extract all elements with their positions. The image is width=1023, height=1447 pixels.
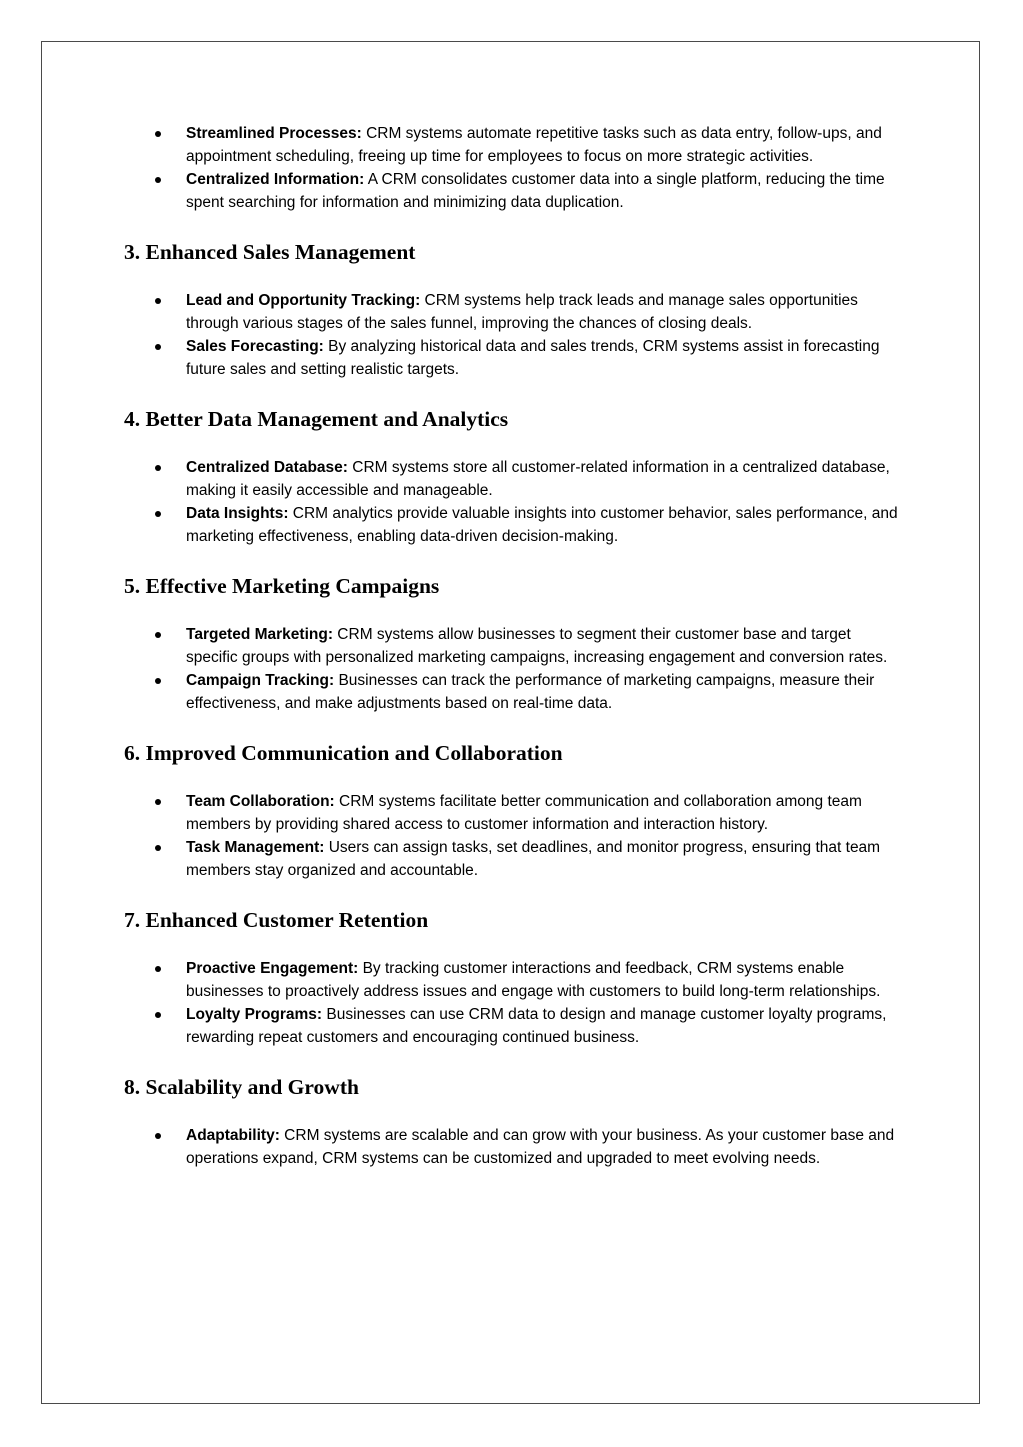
item-term: Targeted Marketing: [186, 626, 333, 643]
section-marketing-campaigns [124, 573, 904, 715]
bullet-list [124, 456, 904, 548]
list-item [124, 168, 904, 214]
intro-bullet-list [124, 122, 904, 214]
item-text: CRM systems store all customer-related information in a centralized database, making it easily accessible and manageable. [186, 459, 890, 499]
bullet-list [124, 790, 904, 882]
item-term: Centralized Information: [186, 171, 365, 188]
list-item [124, 502, 904, 548]
bullet-icon [155, 131, 161, 137]
section-customer-retention [124, 907, 904, 1049]
list-item [124, 335, 904, 381]
item-text: CRM analytics provide valuable insights into customer behavior, sales performance, and marketing effectiveness, enabling data-driven decision-making. [186, 505, 898, 545]
section-heading: 6. Improved Communication and Collaboration [124, 741, 563, 765]
item-text: Businesses can track the performance of marketing campaigns, measure their effectiveness, and make adjustments based on real-time data. [186, 672, 875, 712]
item-text: By tracking customer interactions and feedback, CRM systems enable businesses to proactively address issues and engage with customers to build long-term relationships. [186, 960, 881, 1000]
list-item [124, 1003, 904, 1049]
item-term: Loyalty Programs: [186, 1006, 323, 1023]
item-term: Streamlined Processes: [186, 125, 362, 142]
item-text: CRM systems are scalable and can grow with your business. As your customer base and operations expand, CRM systems can be customized and upgraded to meet evolving needs. [186, 1127, 895, 1167]
section-heading: 7. Enhanced Customer Retention [124, 908, 429, 932]
list-item [124, 456, 904, 502]
item-term: Team Collaboration: [186, 793, 335, 810]
item-text: Businesses can use CRM data to design and manage customer loyalty programs, rewarding repeat customers and encouraging continued business. [186, 1006, 887, 1046]
bullet-icon [155, 177, 161, 183]
bullet-list [124, 289, 904, 381]
section-sales-management [124, 239, 904, 381]
bullet-icon [155, 298, 161, 304]
item-term: Proactive Engagement: [186, 960, 359, 977]
item-term: Sales Forecasting: [186, 338, 324, 355]
item-text: A CRM consolidates customer data into a single platform, reducing the time spent searching for information and minimizing data duplication. [186, 171, 885, 211]
list-item [124, 623, 904, 669]
bullet-icon [155, 511, 161, 517]
section-communication [124, 740, 904, 882]
section-heading: 8. Scalability and Growth [124, 1075, 359, 1099]
bullet-icon [155, 632, 161, 638]
bullet-icon [155, 845, 161, 851]
item-term: Centralized Database: [186, 459, 348, 476]
item-text: By analyzing historical data and sales trends, CRM systems assist in forecasting future sales and setting realistic targets. [186, 338, 880, 378]
bullet-icon [155, 678, 161, 684]
list-item [124, 122, 904, 168]
section-heading: 3. Enhanced Sales Management [124, 240, 416, 264]
bullet-icon [155, 1012, 161, 1018]
section-heading: 4. Better Data Management and Analytics [124, 407, 509, 431]
bullet-icon [155, 344, 161, 350]
bullet-icon [155, 465, 161, 471]
item-text: Users can assign tasks, set deadlines, and monitor progress, ensuring that team members stay organized and accountable. [186, 839, 881, 879]
bullet-icon [155, 799, 161, 805]
bullet-icon [155, 1133, 161, 1139]
item-term: Data Insights: [186, 505, 289, 522]
list-item [124, 836, 904, 882]
list-item [124, 669, 904, 715]
bullet-list [124, 957, 904, 1049]
list-item [124, 957, 904, 1003]
item-text: CRM systems automate repetitive tasks such as data entry, follow-ups, and appointment scheduling, freeing up time for employees to focus on more strategic activities. [186, 125, 882, 165]
bullet-icon [155, 966, 161, 972]
bullet-list [124, 1124, 904, 1170]
item-term: Task Management: [186, 839, 325, 856]
item-text: CRM systems allow businesses to segment their customer base and target specific groups with personalized marketing campaigns, increasing engagement and conversion rates. [186, 626, 888, 666]
list-item [124, 289, 904, 335]
item-text: CRM systems facilitate better communication and collaboration among team members by providing shared access to customer information and interaction history. [186, 793, 862, 833]
list-item [124, 1124, 904, 1170]
item-term: Adaptability: [186, 1127, 280, 1144]
list-item [124, 790, 904, 836]
section-heading: 5. Effective Marketing Campaigns [124, 574, 440, 598]
item-term: Campaign Tracking: [186, 672, 335, 689]
section-scalability [124, 1074, 904, 1170]
item-text: CRM systems help track leads and manage sales opportunities through various stages of the sales funnel, improving the chances of closing deals. [186, 292, 858, 332]
item-term: Lead and Opportunity Tracking: [186, 292, 421, 309]
document-content [124, 122, 904, 1170]
section-data-management [124, 406, 904, 548]
bullet-list [124, 623, 904, 715]
